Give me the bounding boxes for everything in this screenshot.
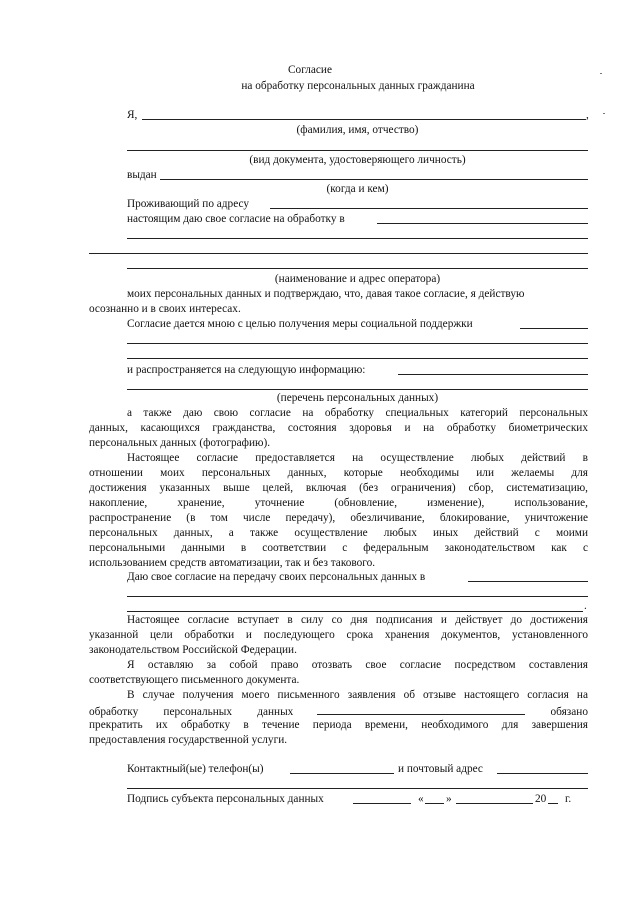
p6-word-personalnyh: персональных	[163, 706, 233, 718]
postal-label: и почтовый адрес	[398, 763, 483, 775]
transfer-end: .	[584, 600, 587, 612]
p6-word-obrabotku: обработку	[89, 706, 139, 718]
p6-line-3: прекратить их обработку в течение периода времени, необходимого для завершения	[89, 719, 588, 731]
transfer-input-line-2[interactable]	[127, 596, 588, 597]
scan-mark	[600, 73, 602, 74]
p3-line-4: накопление, хранение, уточнение (обновление, изменение), использование,	[89, 497, 588, 509]
transfer-input-line-3[interactable]	[127, 611, 583, 612]
fio-input-line[interactable]	[142, 119, 586, 120]
p3-line-5: распространение (в том числе передачу), обезличивание, блокирование, уничтожение	[89, 512, 588, 524]
p5-line-1: Я оставляю за собой право отозвать свое согласие посредством составления	[127, 659, 588, 671]
operator-input-line-4[interactable]	[127, 268, 588, 269]
p3-line-6: персональных данных, а также осуществление любых иных действий с моими	[89, 527, 588, 539]
p6-word-obyazano: обязано	[550, 706, 588, 718]
transfer-label: Даю свое согласие на передачу своих персональных данных в	[127, 571, 426, 583]
p3-line-8: использованием средств автоматизации, так и без такового.	[89, 557, 376, 569]
scan-mark	[603, 113, 605, 114]
postal-input-line-2[interactable]	[127, 788, 588, 789]
p4-line-3: законодательством Российской Федерации.	[89, 644, 297, 656]
p1-line-1: моих персональных данных и подтверждаю, что, давая такое согласие, я действую	[127, 288, 525, 300]
info-label: и распространяется на следующую информацию:	[127, 364, 366, 376]
address-label: Проживающий по адресу	[127, 198, 250, 210]
purpose-input-line-3[interactable]	[127, 358, 588, 359]
quote-close: »	[446, 793, 452, 805]
p2-line-3: персональных данных (фотографию).	[89, 437, 271, 449]
operator-input-line-1[interactable]	[377, 223, 588, 224]
info-input-line-2[interactable]	[127, 389, 588, 390]
issued-hint: (когда и кем)	[326, 183, 389, 195]
purpose-input-line-1[interactable]	[520, 328, 588, 329]
document-input-line[interactable]	[127, 150, 588, 151]
postal-input-line-1[interactable]	[497, 773, 588, 774]
year-input-line[interactable]	[548, 803, 558, 804]
operator-input-line-3[interactable]	[89, 253, 588, 254]
signature-input-line[interactable]	[353, 803, 411, 804]
document-subtitle: на обработку персональных данных гражданина	[241, 80, 475, 92]
p3-line-3: достижения указанных выше целей, включая (без ограничения) сбор, систематизацию,	[89, 482, 588, 494]
operator-hint: (наименование и адрес оператора)	[274, 273, 441, 285]
p2-line-1: а также даю свою согласие на обработку специальных категорий персональных	[127, 407, 588, 419]
p6-line-4: предоставления государственной услуги.	[89, 734, 288, 746]
consent-to-label: настоящим даю свое согласие на обработку в	[127, 213, 345, 225]
day-input-line[interactable]	[425, 803, 444, 804]
transfer-input-line-1[interactable]	[468, 581, 588, 582]
document-hint: (вид документа, удостоверяющего личность)	[249, 154, 466, 166]
p6-operator-input-line[interactable]	[317, 703, 525, 715]
year-suffix: г.	[565, 793, 572, 805]
operator-input-line-2[interactable]	[127, 238, 588, 239]
month-input-line[interactable]	[456, 803, 533, 804]
purpose-input-line-2[interactable]	[127, 343, 588, 344]
p3-line-2: отношении моих персональных данных, которые необходимы или желаемы для	[89, 467, 588, 479]
info-hint: (перечень персональных данных)	[276, 392, 439, 404]
p4-line-1: Настоящее согласие вступает в силу со дня подписания и действует до достижения	[127, 614, 588, 626]
p3-line-7: персональными данными в соответствии с федеральным законодательством как с	[89, 542, 588, 554]
p2-line-2: данных, касающихся гражданства, состояния здоровья и на обработку биометрических	[89, 422, 588, 434]
issued-input-line[interactable]	[160, 179, 588, 180]
p4-line-2: указанной цели обработки и последующего срока хранения документов, установленного	[89, 629, 588, 641]
purpose-label: Согласие дается мною с целью получения меры социальной поддержки	[127, 318, 473, 330]
address-input-line[interactable]	[270, 208, 588, 209]
p5-line-2: соответствующего письменного документа.	[89, 674, 300, 686]
signature-label: Подпись субъекта персональных данных	[127, 793, 324, 805]
phone-label: Контактный(ые) телефон(ы)	[127, 763, 264, 775]
fio-hint: (фамилия, имя, отчество)	[296, 124, 419, 136]
quote-open: «	[418, 793, 424, 805]
phone-input-line[interactable]	[290, 773, 394, 774]
p3-line-1: Настоящее согласие предоставляется на осуществление любых действий в	[127, 452, 588, 464]
p1-line-2: осознанно и в своих интересах.	[89, 303, 241, 315]
i-label: Я,	[127, 109, 138, 121]
p6-line-1: В случае получения моего письменного заявления об отзыве настоящего согласия на	[127, 689, 588, 701]
p6-word-dannyh: данных	[257, 706, 294, 718]
year-prefix: 20	[535, 793, 547, 805]
info-input-line-1[interactable]	[398, 374, 588, 375]
issued-label: выдан	[127, 169, 157, 181]
document-title: Согласие	[288, 64, 332, 76]
